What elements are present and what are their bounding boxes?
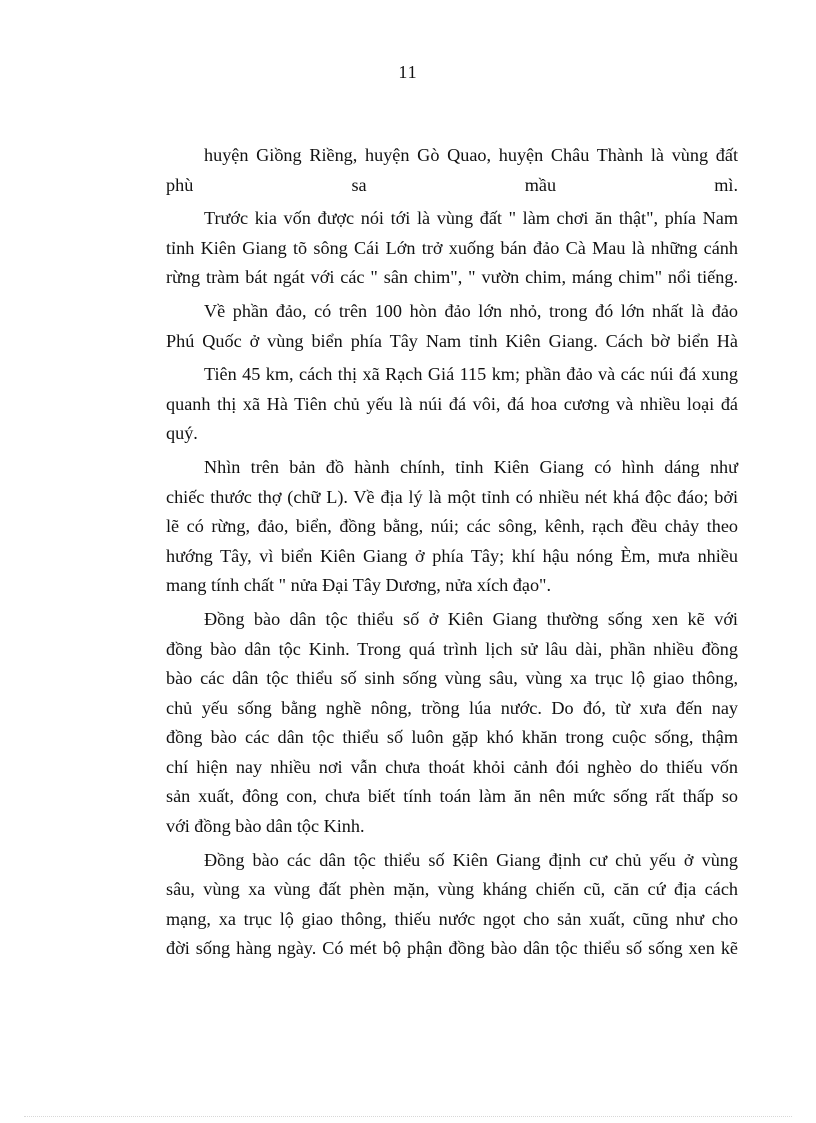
- text-line: sâu, vùng xa vùng đất phèn mặn, vùng kháng chiến cũ, căn cứ địa cách: [166, 879, 738, 900]
- text-line: rừng tràm bát ngát với các " sân chim", " vườn chim, máng chim" nổi tiếng.: [166, 267, 738, 288]
- text-line: chí hiện nay nhiều nơi vẫn chưa thoát khỏi cảnh đói nghèo do thiếu vốn: [166, 756, 738, 777]
- text-line: Phú Quốc ở vùng biển phía Tây Nam tỉnh Kiên Giang. Cách bờ biển Hà: [166, 330, 738, 351]
- page-bottom-divider: [24, 1116, 792, 1117]
- text-line: huyện Giồng Riềng, huyện Gò Quao, huyện Châu Thành là vùng đất: [204, 145, 738, 165]
- text-line: Đồng bào dân tộc thiểu số ở Kiên Giang thường sống xen kẽ với: [204, 608, 738, 629]
- text-line: Tiên 45 km, cách thị xã Rạch Giá 115 km; phần đảo và các núi đá xung: [204, 364, 738, 385]
- text-line: phù sa mầu mì.: [166, 174, 738, 195]
- text-line: đời sống hàng ngày. Có mét bộ phận đồng bào dân tộc thiểu số sống xen kẽ: [166, 938, 738, 959]
- text-line: Đồng bào các dân tộc thiểu số Kiên Giang định cư chủ yếu ở vùng: [204, 849, 738, 870]
- paragraph-7: [166, 846, 738, 964]
- paragraph-3: [166, 297, 738, 356]
- paragraph-6: [166, 605, 738, 842]
- text-line: sản xuất, đông con, chưa biết tính toán làm ăn nên mức sống rất thấp so: [166, 786, 738, 807]
- text-line: với đồng bào dân tộc Kinh.: [166, 816, 365, 837]
- text-line: chiếc thước thợ (chữ L). Về địa lý là một tỉnh có nhiều nét khá độc đáo; bởi: [166, 486, 738, 507]
- document-body: [166, 141, 738, 968]
- text-line: quý.: [166, 423, 198, 444]
- paragraph-4: [166, 360, 738, 449]
- text-line: Trước kia vốn được nói tới là vùng đất " làm chơi ăn thật", phía Nam: [204, 208, 738, 229]
- text-line: tỉnh Kiên Giang tõ sông Cái Lớn trở xuống bán đảo Cà Mau là những cánh: [166, 237, 738, 258]
- text-line: đồng bào các dân tộc thiểu số luôn gặp khó khăn trong cuộc sống, thậm: [166, 727, 738, 748]
- text-line: lẽ có rừng, đảo, biển, đồng bằng, núi; các sông, kênh, rạch đều chảy theo: [166, 516, 738, 537]
- text-line: Nhìn trên bản đồ hành chính, tỉnh Kiên Giang có hình dáng như: [204, 456, 738, 477]
- text-line: mang tính chất " nửa Đại Tây Dương, nửa xích đạo".: [166, 575, 552, 596]
- page-number: 11: [398, 62, 418, 82]
- text-line: đồng bào dân tộc Kinh. Trong quá trình lịch sử lâu dài, phần nhiều đồng: [166, 638, 738, 659]
- text-line: bào các dân tộc thiểu số sinh sống vùng sâu, vùng xa trục lộ giao thông,: [166, 668, 738, 689]
- text-line: quanh thị xã Hà Tiên chủ yếu là núi đá vôi, đá hoa cương và nhiều loại đá: [166, 393, 738, 414]
- paragraph-2: [166, 204, 738, 293]
- paragraph-5: [166, 453, 738, 601]
- text-line: chủ yếu sống bằng nghề nông, trồng lúa nước. Do đó, từ xưa đến nay: [166, 697, 738, 718]
- text-line: Về phần đảo, có trên 100 hòn đảo lớn nhỏ, trong đó lớn nhất là đảo: [204, 300, 738, 321]
- paragraph-1: [166, 141, 738, 200]
- text-line: hướng Tây, vì biển Kiên Giang ở phía Tây; khí hậu nóng Èm, mưa nhiều: [166, 545, 738, 566]
- text-line: mạng, xa trục lộ giao thông, thiếu nước ngọt cho sản xuất, cũng như cho: [166, 908, 738, 929]
